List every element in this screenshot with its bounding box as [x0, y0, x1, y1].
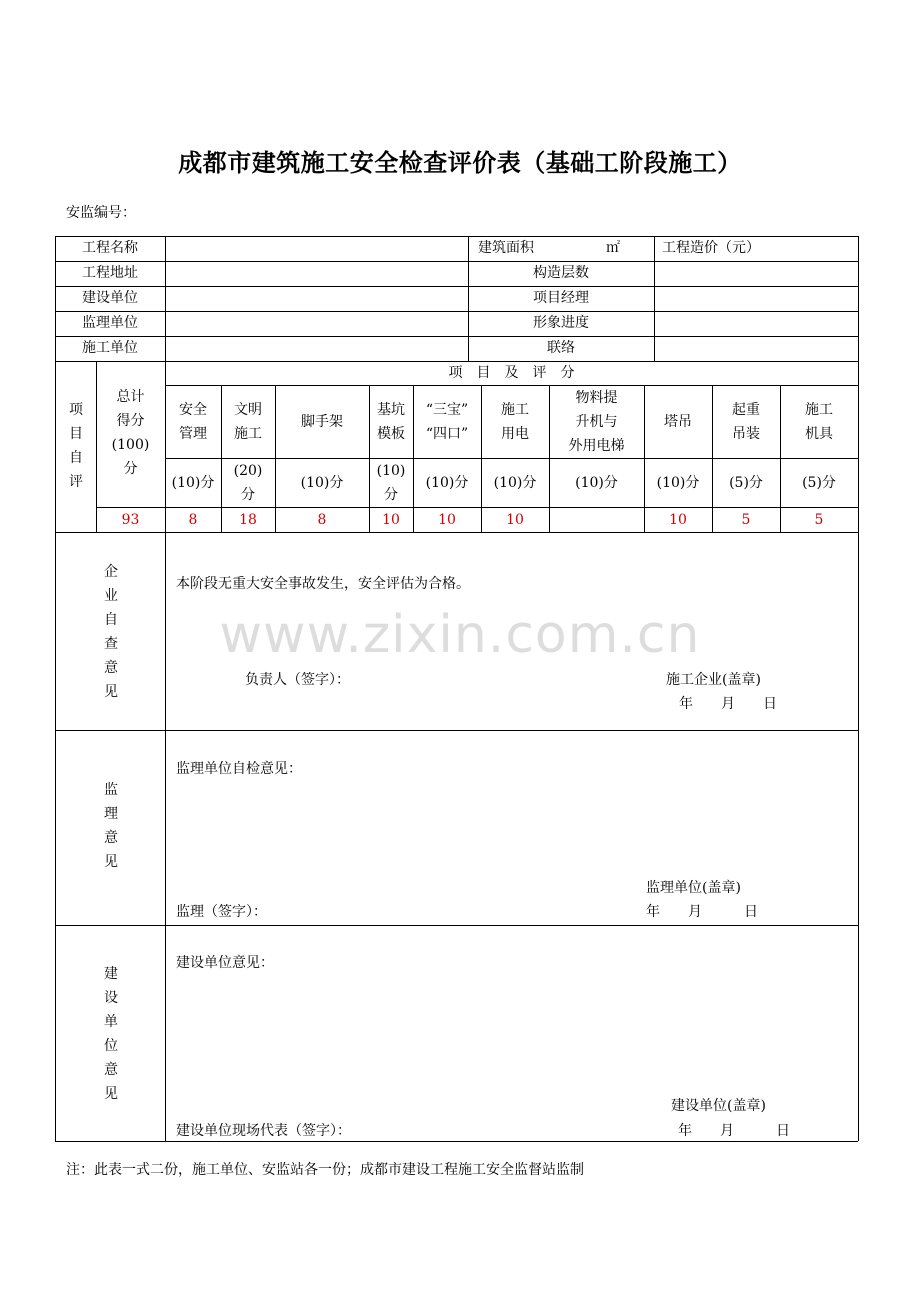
item-name: 机具 — [805, 426, 833, 442]
info-label: 工程地址 — [82, 265, 138, 281]
item-score: 10 — [438, 512, 456, 528]
supervision-stamp: 监理单位(盖章) — [646, 880, 741, 896]
info-col-rule — [165, 236, 166, 361]
item-max: (10)分 — [575, 475, 618, 491]
owner-sign: 建设单位现场代表（签字）： — [176, 1123, 351, 1139]
item-name: 文明 — [234, 402, 262, 418]
section-rule — [55, 925, 858, 926]
owner-text: 建设单位意见： — [176, 955, 274, 971]
item-score: 5 — [741, 512, 751, 528]
item-score: 10 — [669, 512, 687, 528]
info-col-rule — [654, 236, 655, 361]
info-row-rule — [55, 336, 858, 337]
item-name: 物料提 — [575, 390, 618, 406]
score-row-rule — [165, 458, 858, 459]
info-label: 监理单位 — [82, 315, 138, 331]
total-label: 分 — [123, 461, 138, 477]
page-title: 成都市建筑施工安全检查评价表（基础工阶段施工） — [178, 149, 742, 177]
info-label: 工程名称 — [82, 240, 138, 256]
footnote: 注：此表一式二份，施工单位、安监站各一份；成都市建设工程施工安全监督站监制 — [66, 1162, 584, 1178]
supervision-date: 年 月 日 — [646, 904, 758, 920]
item-name: 施工 — [234, 426, 262, 442]
enterprise-responsible: 负责人（签字）： — [245, 672, 350, 688]
supervision-text: 监理单位自检意见： — [176, 761, 302, 777]
item-score: 8 — [188, 512, 198, 528]
code-label: 安监编号： — [66, 205, 136, 221]
owner-date: 年 月 日 — [678, 1123, 790, 1139]
score-side-label: 项 目 自 评 — [69, 402, 83, 490]
info-label: 建设单位 — [82, 290, 138, 306]
info-unit: ㎡ — [606, 240, 620, 256]
score-header: 项 目 及 评 分 — [448, 365, 575, 381]
total-score: 93 — [121, 512, 140, 528]
table-left-border — [55, 236, 56, 1141]
item-max: (10)分 — [425, 475, 469, 491]
enterprise-date: 年 月 日 — [679, 696, 777, 712]
item-max: (10)分 — [171, 475, 215, 491]
item-name: 施工 — [805, 402, 833, 418]
item-name: “四口” — [425, 426, 469, 442]
item-max: (10) — [376, 463, 406, 479]
owner-side-label: 建 设 单 位 意 见 — [104, 966, 118, 1102]
info-row-rule — [55, 261, 858, 262]
table-top-border — [55, 236, 858, 237]
total-label: 得分 — [116, 413, 145, 429]
info-label: 施工单位 — [82, 340, 138, 356]
item-name: “三宝” — [425, 402, 469, 418]
info-right-label: 工程造价（元） — [662, 240, 760, 256]
table-bottom-border — [55, 1141, 858, 1142]
owner-stamp: 建设单位(盖章) — [671, 1098, 766, 1114]
item-max: (5)分 — [802, 475, 836, 491]
item-max: (10)分 — [656, 475, 700, 491]
item-name: 安全 — [179, 402, 207, 418]
item-name: 脚手架 — [301, 414, 343, 430]
score-col-rule — [644, 385, 645, 532]
item-name: 管理 — [179, 426, 207, 442]
score-col-rule — [275, 385, 276, 532]
enterprise-side-label: 企 业 自 查 意 见 — [104, 564, 118, 700]
section-rule — [55, 730, 858, 731]
item-score: 5 — [814, 512, 824, 528]
item-name: 模板 — [377, 426, 405, 442]
info-mid-label: 形象进度 — [533, 315, 589, 331]
item-name: 吊装 — [732, 426, 760, 442]
supervision-sign: 监理（签字）： — [176, 904, 267, 920]
total-label: (100) — [111, 437, 150, 453]
supervision-side-label: 监 理 意 见 — [104, 782, 118, 870]
info-mid-label: 构造层数 — [533, 265, 589, 281]
info-row-rule — [55, 286, 858, 287]
item-score: 10 — [382, 512, 400, 528]
item-max: 分 — [241, 487, 255, 503]
item-name: 施工 — [501, 402, 529, 418]
item-name: 起重 — [732, 402, 760, 418]
item-score: 8 — [317, 512, 327, 528]
total-label: 总计 — [116, 389, 145, 405]
score-col-rule — [549, 385, 550, 532]
item-max: (10)分 — [300, 475, 344, 491]
watermark: www.zixin.com.cn — [219, 605, 701, 665]
info-mid-label: 建筑面积 — [478, 240, 534, 256]
item-score: 10 — [506, 512, 524, 528]
section-rule — [55, 532, 858, 533]
score-row-rule — [165, 385, 858, 386]
item-score: 18 — [239, 512, 257, 528]
score-row-rule — [96, 507, 858, 508]
item-max: (5)分 — [729, 475, 763, 491]
item-name: 基坑 — [377, 402, 405, 418]
table-right-border — [858, 236, 859, 1141]
item-name: 外用电梯 — [568, 438, 625, 454]
info-row-rule — [55, 361, 858, 362]
info-row-rule — [55, 311, 858, 312]
item-name: 塔吊 — [664, 414, 692, 430]
enterprise-stamp: 施工企业(盖章) — [666, 672, 761, 688]
item-name: 用电 — [501, 426, 529, 442]
info-mid-label: 项目经理 — [533, 290, 589, 306]
info-mid-label: 联络 — [547, 340, 575, 356]
item-max: 分 — [384, 487, 398, 503]
item-max: (20) — [233, 463, 263, 479]
enterprise-text: 本阶段无重大安全事故发生，安全评估为合格。 — [176, 576, 470, 592]
item-max: (10)分 — [493, 475, 537, 491]
item-name: 升机与 — [575, 414, 618, 430]
